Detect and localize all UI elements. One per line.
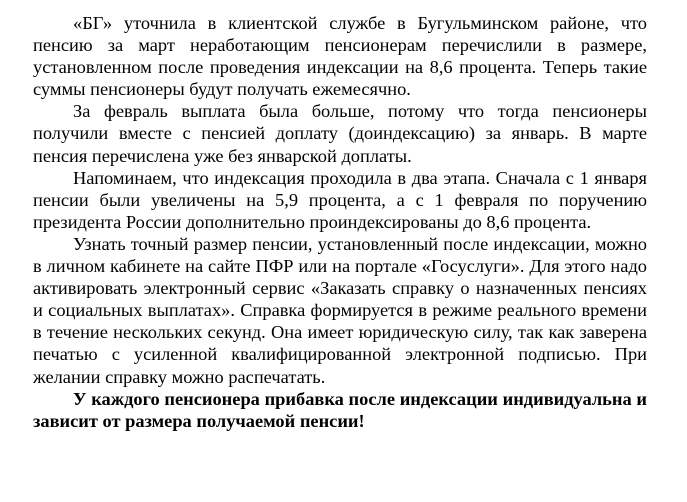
paragraph-indexation-stages: Напоминаем, что индексация проходила в два этапа. Сначала с 1 января пенсии были увеличены на 5,9 процента, а с 1 февраля по поручению президента России дополнительно проиндексированы до 8,6 процента. bbox=[33, 167, 647, 232]
paragraph-how-to-check: Узнать точный размер пенсии, установленный после индексации, можно в личном кабинете на сайте ПФР или на портале «Госуслуги». Для этого надо активировать электронный сервис «Заказать справку о назначенных пенсиях и социальных выплатах». Справка формируется в режиме реального времени в течение нескольких секунд. Она имеет юридическую силу, так как заверена печатью с усиленной квалифицированной электронной подписью. При желании справку можно распечатать. bbox=[33, 233, 647, 387]
paragraph-bold-conclusion: У каждого пенсионера прибавка после индексации индивидуальна и зависит от размера получаемой пенсии! bbox=[33, 388, 647, 431]
paragraph-clarification: «БГ» уточнила в клиентской службе в Бугульминском районе, что пенсию за март неработающим пенсионерам перечислили в размере, установленном после проведения индексации на 8,6 процента. Теперь такие суммы пенсионеры будут получать ежемесячно. bbox=[33, 13, 647, 100]
paragraph-february-payment: За февраль выплата была больше, потому что тогда пенсионеры получили вместе с пенсией доплату (доиндексацию) за январь. В марте пенсия перечислена уже без январской доплаты. bbox=[33, 101, 647, 166]
